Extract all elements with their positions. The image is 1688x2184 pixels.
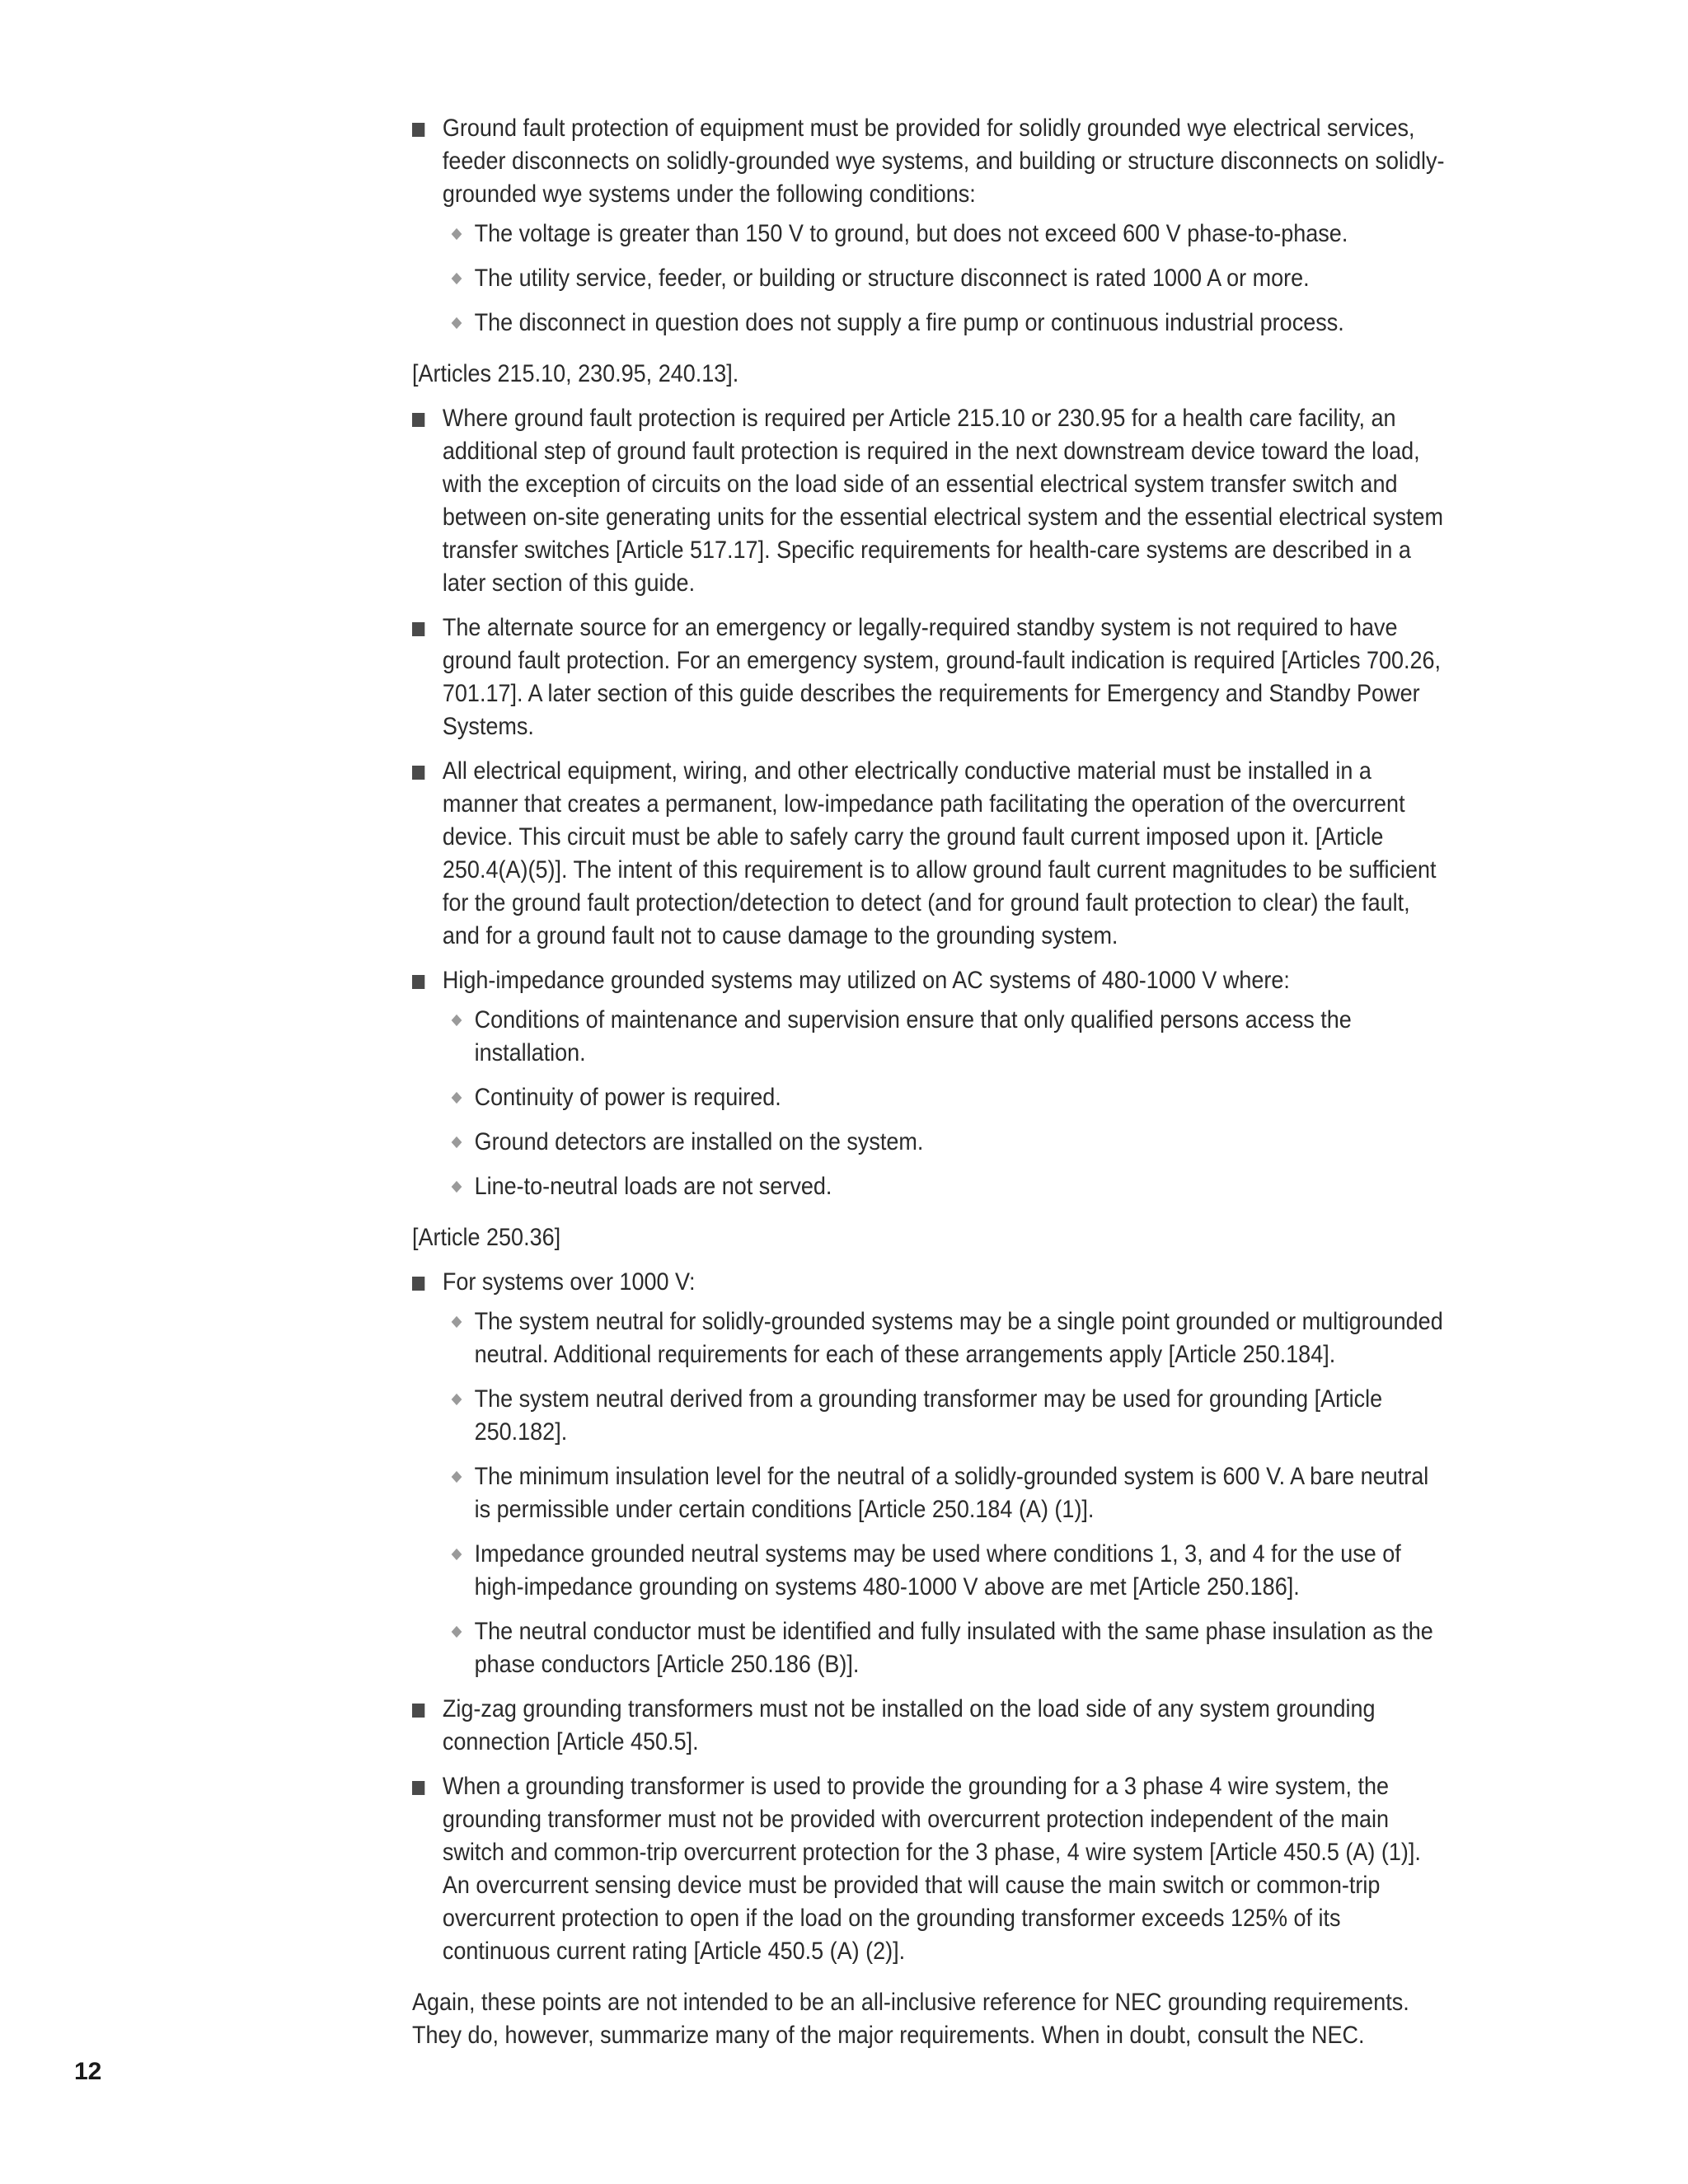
sub-item-text: Line-to-neutral loads are not served. xyxy=(474,1173,832,1200)
sub-item-text: The system neutral derived from a grounding transformer may be used for grounding [Article 250.182]. xyxy=(474,1385,1383,1446)
sub-list xyxy=(443,218,1451,340)
sub-list-item xyxy=(443,307,1451,340)
sub-item-text: The utility service, feeder, or building or structure disconnect is rated 1000 A or more. xyxy=(474,265,1310,292)
sub-list xyxy=(443,1004,1451,1203)
sub-list-item xyxy=(443,1004,1451,1070)
bullet-text: Zig-zag grounding transformers must not be installed on the load side of any system grounding connection [Article 450.5]. xyxy=(442,1695,1376,1755)
bullet-text: Ground fault protection of equipment must be provided for solidly grounded wye electrical services, feeder disconnects on solidly-grounded wye systems, and building or structure disconnects on solidly-grounded wye systems under the following conditions: xyxy=(442,115,1445,208)
document-body xyxy=(412,112,1451,2064)
square-bullet-icon xyxy=(412,413,424,427)
sub-list-item xyxy=(443,1460,1451,1526)
diamond-bullet-icon xyxy=(452,1316,462,1328)
diamond-bullet-icon xyxy=(452,1137,462,1148)
diamond-bullet-icon xyxy=(452,228,462,240)
bullet-text: High-impedance grounded systems may utilized on AC systems of 480-1000 V where: xyxy=(442,967,1290,994)
sub-list-item xyxy=(443,1383,1451,1449)
list-item xyxy=(412,612,1451,743)
sub-item-text: Continuity of power is required. xyxy=(474,1084,781,1111)
diamond-bullet-icon xyxy=(452,273,462,284)
diamond-bullet-icon xyxy=(452,1015,462,1026)
bullet-text: When a grounding transformer is used to provide the grounding for a 3 phase 4 wire system, the grounding transformer must not be provided with overcurrent protection independent of the main switch and common-trip overcurrent protection for the 3 phase, 4 wire system [Article 450.5 (A) (1)]. An overcurrent sensing device must be provided that will cause the main switch or common-trip overcurrent protection to open if the load on the grounding transformer exceeds 125% of its continuous current rating [Article 450.5 (A) (2)]. xyxy=(442,1773,1421,1965)
list-item xyxy=(412,402,1451,600)
list-item xyxy=(412,964,1451,1203)
bullet-text: Where ground fault protection is required per Article 215.10 or 230.95 for a health care facility, an additional step of ground fault protection is required in the next downstream device toward the load, with the exception of circuits on the load side of an essential electrical system transfer switch and between on-site generating units for the essential electrical system and the essential electrical system transfer switches [Article 517.17]. Specific requirements for health-care systems are described in a later section of this guide. xyxy=(442,405,1444,597)
sub-list-item xyxy=(443,1615,1451,1681)
sub-item-text: The voltage is greater than 150 V to ground, but does not exceed 600 V phase-to-phase. xyxy=(474,220,1348,247)
square-bullet-icon xyxy=(412,1277,424,1291)
page-number: 12 xyxy=(74,2058,102,2085)
sub-item-text: The system neutral for solidly-grounded systems may be a single point grounded or multigrounded neutral. Additional requirements for each of these arrangements apply [Article 250.184]. xyxy=(474,1308,1443,1368)
diamond-bullet-icon xyxy=(452,1092,462,1104)
sub-list-item xyxy=(443,1126,1451,1159)
article-reference: [Articles 215.10, 230.95, 240.13]. xyxy=(412,360,739,387)
list-item xyxy=(412,1770,1451,1968)
bullet-text: The alternate source for an emergency or legally-required standby system is not required to have ground fault protection. For an emergency system, ground-fault indication is required [Articles 700.26, 701.17]. A later section of this guide describes the requirements for Emergency and Standby Power Systems. xyxy=(442,614,1442,740)
square-bullet-icon xyxy=(412,1704,424,1718)
article-reference: [Article 250.36] xyxy=(412,1224,561,1251)
diamond-bullet-icon xyxy=(452,1549,462,1560)
list-item xyxy=(412,1693,1451,1759)
diamond-bullet-icon xyxy=(452,317,462,329)
sub-list-item xyxy=(443,1081,1451,1114)
sub-list xyxy=(443,1305,1451,1681)
diamond-bullet-icon xyxy=(452,1394,462,1405)
square-bullet-icon xyxy=(412,1781,424,1795)
diamond-bullet-icon xyxy=(452,1471,462,1483)
sub-list-item xyxy=(443,1305,1451,1371)
list-item xyxy=(412,112,1451,340)
list-item xyxy=(412,755,1451,953)
square-bullet-icon xyxy=(412,766,424,780)
diamond-bullet-icon xyxy=(452,1626,462,1638)
bullet-text: For systems over 1000 V: xyxy=(442,1268,696,1296)
square-bullet-icon xyxy=(412,622,424,636)
square-bullet-icon xyxy=(412,123,424,137)
sub-list-item xyxy=(443,262,1451,295)
bullet-text: All electrical equipment, wiring, and other electrically conductive material must be installed in a manner that creates a permanent, low-impedance path facilitating the operation of the overcurrent device. This circuit must be able to safely carry the ground fault current imposed upon it. [Article 250.4(A)(5)]. The intent of this requirement is to allow ground fault current magnitudes to be sufficient for the ground fault protection/detection to detect (and for ground fault protection to clear) the fault, and for a ground fault not to cause damage to the grounding system. xyxy=(442,757,1437,949)
sub-item-text: The neutral conductor must be identified and fully insulated with the same phase insulation as the phase conductors [Article 250.186 (B)]. xyxy=(474,1618,1433,1678)
square-bullet-icon xyxy=(412,975,424,989)
sub-item-text: Impedance grounded neutral systems may be used where conditions 1, 3, and 4 for the use of high-impedance grounding on systems 480-1000 V above are met [Article 250.186]. xyxy=(474,1540,1401,1601)
list-item xyxy=(412,1266,1451,1681)
closing-paragraph: Again, these points are not intended to be an all-inclusive reference for NEC grounding requirements. They do, however, summarize many of the major requirements. When in doubt, consult the NEC. xyxy=(412,1989,1409,2049)
sub-list-item xyxy=(443,218,1451,251)
sub-item-text: Ground detectors are installed on the system. xyxy=(474,1128,924,1155)
sub-list-item xyxy=(443,1170,1451,1203)
sub-item-text: The minimum insulation level for the neutral of a solidly-grounded system is 600 V. A bare neutral is permissible under certain conditions [Article 250.184 (A) (1)]. xyxy=(474,1463,1429,1523)
sub-item-text: Conditions of maintenance and supervision ensure that only qualified persons access the installation. xyxy=(474,1006,1352,1066)
sub-list-item xyxy=(443,1538,1451,1604)
diamond-bullet-icon xyxy=(452,1181,462,1193)
sub-item-text: The disconnect in question does not supply a fire pump or continuous industrial process. xyxy=(474,309,1344,336)
